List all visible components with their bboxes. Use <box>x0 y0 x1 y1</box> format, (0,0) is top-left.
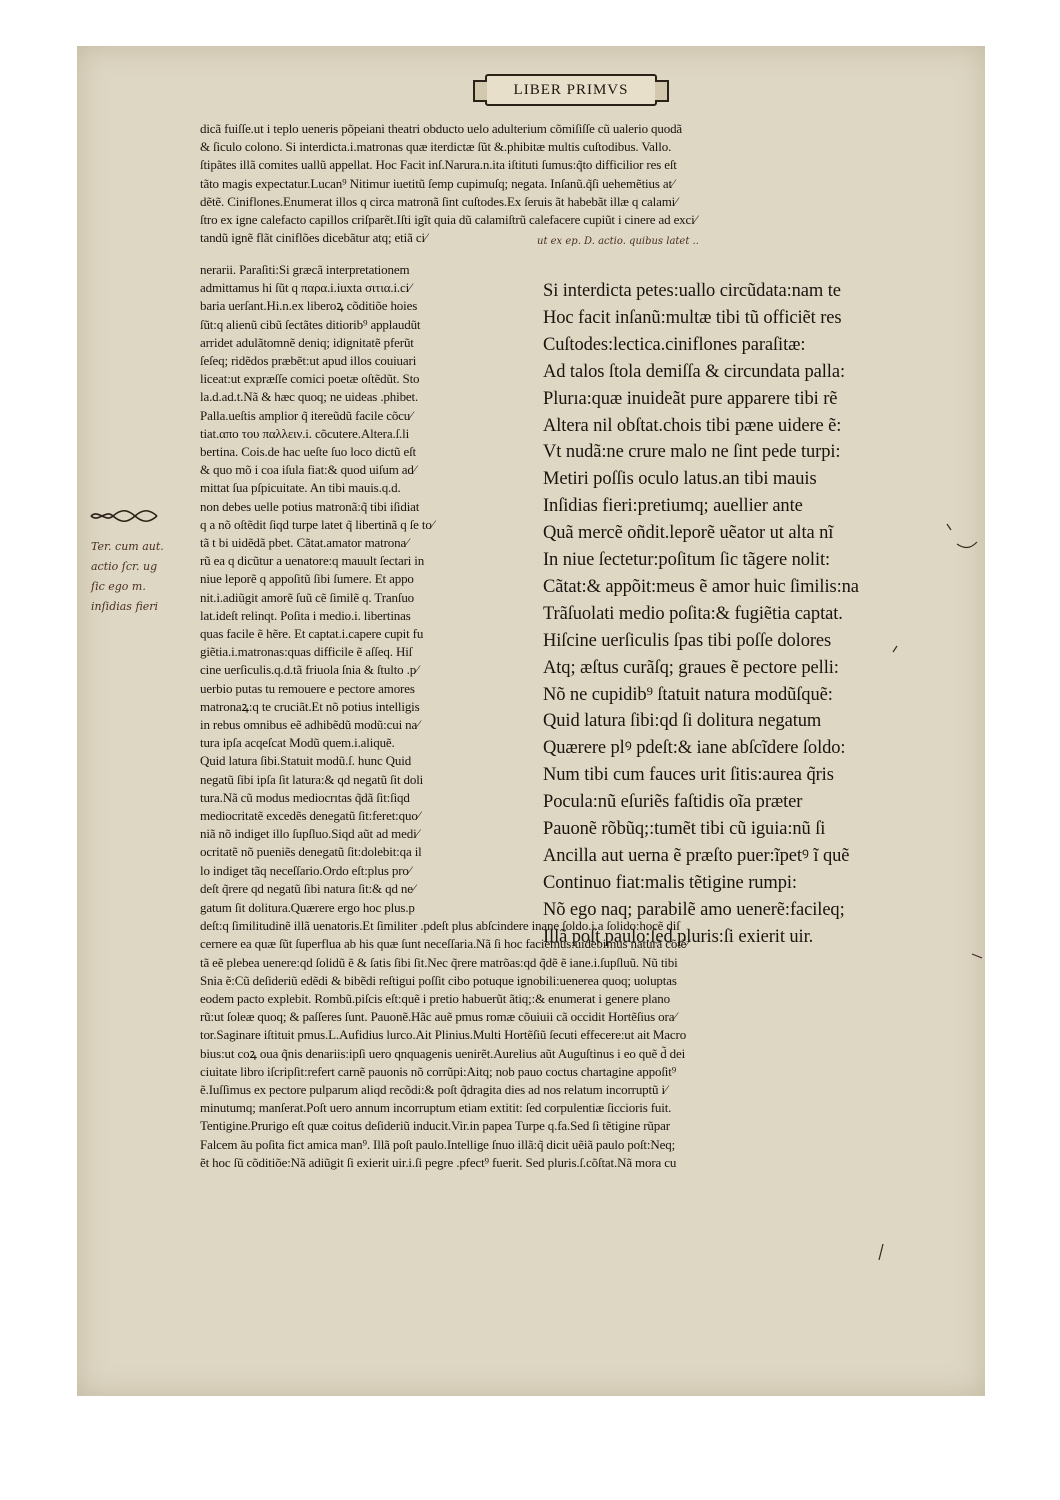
commentary-line: quas facile ẽ hẽre. Et captat.i.capere cupit fu <box>200 626 424 641</box>
commentary-line: ciuitate libro iſcripſit:refert carnẽ pauonis nõ corrũpi:Aitq; nob pauo coctus chartagine appoſit⁹ <box>200 1063 677 1079</box>
commentary-line: ſtipãtes illã comites uallũ appellat. Hoc Facit inſ.Narura.n.ita iſtituti ſumus:q̃to difficilior res eſt <box>200 157 677 173</box>
commentary-line: lo indiget tãq neceſſario.Ordo eſt:plus pro⁄ <box>200 862 411 878</box>
commentary-line: tiat.απο του παλλειν.i. cõcutere.Altera.ſ.li <box>200 425 410 441</box>
commentary-line: admittamus hi ſũt q παρα.i.iuxta σιτια.i.ci⁄ <box>200 280 412 296</box>
commentary-line: la.d.ad.t.Nã & hæc quoq; ne uideas .phibet. <box>200 389 419 405</box>
verse-line: Num tibi cum fauces urit ſitis:aurea q̃ris <box>543 765 834 786</box>
commentary-line: bertina. Cois.de hac ueſte ſuo loco dictũ eſt <box>200 444 416 459</box>
margin-note: inſidias fieri <box>91 600 159 613</box>
commentary-line: liceat:ut expræſſe comici poetæ oſtẽdũt. Sto <box>200 371 420 387</box>
commentary-line: baria uerſant.Hi.n.ex liberoꝝ cõditiõe hoies <box>200 298 418 314</box>
verse-line: Ad talos ſtola demiſſa & circundata palla: <box>543 361 845 382</box>
commentary-line: mediocritatẽ excedẽs denegatũ ſit:feret:quo⁄ <box>200 808 420 823</box>
verse-line: Inſidias fieri:pretiumq; auellier ante <box>543 496 803 517</box>
verse-line: Hoc facit inſanũ:multæ tibi tũ officiẽt res <box>543 307 842 328</box>
interlinear-annotation: ut ex ep. D. actio. quibus latet .. <box>537 236 699 247</box>
commentary-line: tãto magis expectatur.Lucan⁹ Nitimur iuetitũ ſemp cupimuſq; negata. Inſanũ.q̃ſi uehemẽtius at⁄ <box>200 175 674 191</box>
verse-line: Quærere plꝰ pdeſt:& iane abſcĩdere ſoldo: <box>543 738 846 759</box>
pen-flourish-icon <box>77 46 985 1396</box>
commentary-line: rũ:ut ſoleæ quoq; & paſſeres ſunt. Pauonẽ.Hãc auẽ pmus romæ cõuiuii cã occidit Hortẽſius ora⁄ <box>200 1009 677 1025</box>
book-page <box>77 46 985 1396</box>
verse-line: Pauonẽ rõbũq;:tumẽt tibi cũ iguia:nũ ſi <box>543 819 826 839</box>
commentary-line: uerbio putas tu remouere e pectore amores <box>200 680 415 696</box>
commentary-line: matronaꝝ:q te cruciãt.Et nõ potius intelligis <box>200 698 420 714</box>
commentary-line: deſt:q ſimilitudinẽ illã uenatoris.Et ſimiliter .pdeſt plus abſcindere inane ſoldo.i.a ſolido:hocẽ diſ <box>200 918 680 934</box>
verse-line: Ancilla aut uerna ẽ præſto puer:ĩpetꝰ ĩ quẽ <box>543 845 850 866</box>
commentary-line: dẽtẽ. Ciniflones.Enumerat illos q circa matronã ſint cuſtodes.Ex ſeruis ãt habebãt illæ q calami⁄ <box>200 193 678 209</box>
commentary-line: cine uerſiculis.q.d.tã friuola ſnia & ſtulto .p⁄ <box>200 662 419 678</box>
verse-line: Atq; æſtus curãſq; graues ẽ pectore pelli: <box>543 657 839 678</box>
commentary-line: nerarii. Paraſiti:Si græcã interpretationem <box>200 262 410 277</box>
commentary-line: tã eẽ plebea uenere:qd ſolidũ ẽ & ſatis ſibi ſit.Nec q̃rere matrõas:qd q̃dẽ ẽ iane.i.ſupſluũ. Nũ tibi <box>200 954 678 970</box>
verse-line: Illã poſt paulo:ſed pluris:ſi exierit uir. <box>543 926 814 947</box>
verse-line: In niue ſectetur:poſitum ſic tãgere nolit: <box>543 550 831 570</box>
commentary-line: deſt q̃rere qd negatũ ſibi natura ſit:& qd ne⁄ <box>200 880 415 896</box>
commentary-line: tor.Saginare iſtituit pmus.L.Aufidius lurco.Ait Plinius.Multi Hortẽſiũ ſecuti effecere:ut ait Macro <box>200 1027 687 1043</box>
commentary-line: Snia ẽ:Cũ deſideriũ edẽdi & bibẽdi reſtigui poſſit cibo potuque ignobili:uenerea quoq; uoluptas <box>200 972 677 988</box>
commentary-line: Tentigine.Prurigo eſt quæ coitus deſideriũ inducit.Vir.in papea Turpe q.fa.Sed ſi tẽtigine rũpar <box>200 1118 670 1134</box>
commentary-line: tã t bi uidẽdã pbet. Cãtat.amator matrona⁄ <box>200 535 409 550</box>
running-title: LIBER PRIMVS <box>513 81 629 98</box>
commentary-line: ẽt hoc ſũ cõditiõe:Nã adiũgit ſi exierit uir.i.ſi pegre .pfect⁹ fuerit. Sed pluris.ſ.cõſtat.Nã mora cu <box>200 1154 677 1170</box>
commentary-line: nit.i.adiũgit amorẽ ſuũ cẽ ſimilẽ q. Tranſuo <box>200 589 415 605</box>
commentary-line: niã nõ indiget illo ſupſluo.Siqd aũt ad medi⁄ <box>200 826 419 842</box>
verse-line: Continuo fiat:malis tẽtigine rumpi: <box>543 872 797 893</box>
verse-line: Vt nudã:ne crure malo ne ſint pede turpi: <box>543 442 841 463</box>
commentary-line: lat.ideſt relinqt. Poſita i medio.i. libertinas <box>200 607 411 623</box>
commentary-line: rũ ea q dicũtur a uenatore:q mauult ſectari in <box>200 553 425 569</box>
commentary-line: eodem pacto explebit. Rombũ.piſcis eſt:quẽ i pretio habuerũt ãtiq;:& enumerat i genere plano <box>200 991 670 1006</box>
verse-line: Quã mercẽ oñdit.leporẽ uẽator ut alta nĩ <box>543 523 834 544</box>
commentary-line: gatum ſit dolitura.Quærere ergo hoc plus.p <box>200 900 415 915</box>
commentary-line: q a nõ oſtẽdit ſiqd turpe latet q̃ libertinã q ſe to⁄ <box>200 516 434 532</box>
commentary-line: giẽtia.i.matronas:quas difficile ẽ aſſeq. Hiſ <box>200 644 413 660</box>
verse-line: Nõ ego naq; parabilẽ amo uenerẽ:facileq; <box>543 899 845 920</box>
commentary-line: bius:ut coꝝ oua q̃nis denariis:ipſi uero qnquagenis uenirẽt.Aurelius aũt Auguſtinus i eo quẽ d̃ dei <box>200 1045 686 1061</box>
verse-line: Quid latura ſibi:qd ſi dolitura negatum <box>543 711 822 732</box>
margin-note: ſic ego m. <box>91 580 146 593</box>
commentary-line: tura ipſa acqeſcat Modũ quem.i.aliquẽ. <box>200 735 395 751</box>
verse-line: Cuſtodes:lectica.ciniflones paraſitæ: <box>543 334 806 355</box>
margin-note: actio ſcr. ug <box>91 560 158 573</box>
commentary-line: & quo mõ i coa iſula fiat:& quod uiſum ad⁄ <box>200 462 416 478</box>
verse-line: Si interdicta petes:uallo circũdata:nam te <box>543 281 841 301</box>
commentary-line: arridet adulãtomnẽ deniq; idignitatẽ pferũt <box>200 334 414 350</box>
commentary-line: ẽ.Iuſſimus ex pectore pulparum aliqd recõdi:& poſt q̃dragita dies ad nos relatum incorruptũ i⁄ <box>200 1082 667 1097</box>
commentary-line: minutumq; manſerat.Poſt uero annum incorruptum etiam extitit: ſed corpulentiæ ſiccioris fuit. <box>200 1100 672 1116</box>
verse-line: Hiſcine uerſiculis ſpas tibi poſſe dolores <box>543 630 832 651</box>
commentary-line: dicã fuiſſe.ut i teplo ueneris põpeiani theatri obducto uelo adulterium cõmiſiſſe cũ ualerio quodã <box>200 121 683 136</box>
commentary-line: tandũ ignẽ flãt ciniflões dicebãtur atq; etiã ci⁄ <box>200 230 427 246</box>
margin-note: Ter. cum aut. <box>91 540 164 553</box>
commentary-line: mittat ſua pſpicuitate. An tibi mauis.q.d. <box>200 480 401 496</box>
verse-line: Pocula:nũ eſuriẽs faſtidis oĩa præter <box>543 792 803 813</box>
verse-line: Metiri poſſis oculo latus.an tibi mauis <box>543 469 817 490</box>
commentary-line: negatũ ſibi ipſa ſit latura:& qd negatũ ſit doli <box>200 771 424 787</box>
verse-line: Cãtat:& appõit:meus ẽ amor huic ſimilis:na <box>543 576 859 597</box>
verse-line: Trãſuolati medio poſita:& fugiẽtia captat. <box>543 603 843 624</box>
commentary-line: & ſiculo colono. Si interdicta.i.matronas quæ iterdictæ ſũt &.phibitæ multis cuſtodibus. Vallo. <box>200 139 672 155</box>
commentary-line: Palla.ueſtis amplior q̃ itereũdũ facile cõcu⁄ <box>200 407 413 423</box>
commentary-line: niue leporẽ q appoſitũ ſibi ſumere. Et appo <box>200 571 414 587</box>
commentary-line: in rebus omnibus eẽ adhibẽdũ modũ:cui na⁄ <box>200 717 420 732</box>
commentary-line: non debes uelle potius matronã:q̃ tibi iſidiat <box>200 498 420 514</box>
verse-line: Altera nil obſtat.chois tibi pæne uidere ẽ: <box>543 415 842 436</box>
commentary-line: tura.Nã cũ modus mediocrıtas q̃dã ſit:ſiqd <box>200 789 410 805</box>
commentary-line: ocritatẽ nõ pueniẽs denegatũ ſit:dolebit:qa il <box>200 844 422 860</box>
commentary-line: ſũt:q alienũ cibũ ſectãtes ditiorib⁹ applaudũt <box>200 316 421 332</box>
commentary-line: cernere ea quæ ſũt ſuperflua ab his quæ ſunt neceſſaria.Nã ſi hoc faciemus:uidebimus naturã cõtẽ⁄ <box>200 936 689 952</box>
commentary-line: Falcem ãu poſita fict amica man⁹. Illã poſt paulo.Intellige ſnuo illã:q̃ dicit uẽiã paulo poſt:Neq; <box>200 1136 676 1152</box>
commentary-line: Quid latura ſibi.Statuit modũ.ſ. hunc Quid <box>200 753 412 769</box>
verse-line: Plurıa:quæ inuideãt pure apparere tibi rẽ <box>543 388 838 409</box>
commentary-line: ſtro ex igne calefacto capillos criſparẽt.Iſti igĩt quia dũ calamiſtrũ calefacere cupiũt i cinere ad exci⁄ <box>200 212 697 227</box>
commentary-line: ſeſeq; ridẽdos præbẽt:ut apud illos couiuari <box>200 353 417 368</box>
verse-line: Nõ ne cupidib⁹ ſtatuit natura modũſquẽ: <box>543 684 833 705</box>
